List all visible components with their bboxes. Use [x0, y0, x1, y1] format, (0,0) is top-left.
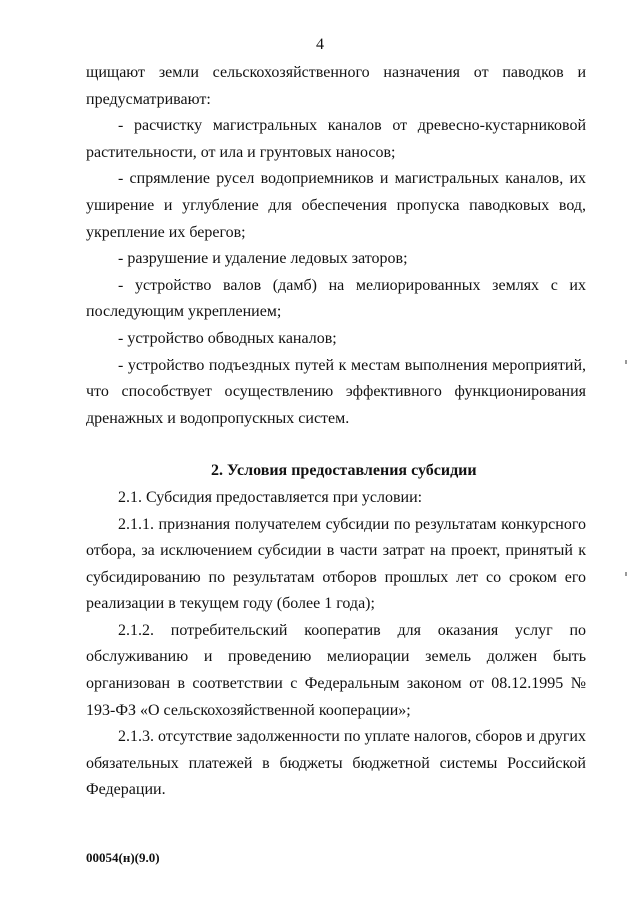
scan-speck — [625, 572, 627, 576]
paragraph-continuation: щищают земли сельскохозяйственного назначения от паводков и предусматривают: — [86, 64, 586, 108]
list-item-access-roads: - устройство подъездных путей к местам выполнения мероприятий, что способствует осуществлению эффективного функционирования дренажных и водопропускных систем. — [86, 356, 586, 427]
scan-speck — [625, 360, 627, 364]
section-spacer — [86, 432, 586, 458]
clause-2-1-1: 2.1.1. признания получателем субсидии по результатам конкурсного отбора, за исключением субсидии в части затрат на проект, принятый к субсидированию по результатам отборов прошлых лет со сроком его реализации в текущем году (более 1 года); — [86, 515, 586, 613]
list-item-channel-straightening: - спрямление русел водоприемников и магистральных каналов, их уширение и углубление для обеспечения пропуска паводковых вод, укрепление их берегов; — [86, 170, 586, 241]
clause-2-1-2: 2.1.2. потребительский кооператив для оказания услуг по обслуживанию и проведению мелиорации земель должен быть организован в соответствии с Федеральным законом от 08.12.1995 № 193-ФЗ «О сельскохозяйственной кооперации»; — [86, 621, 586, 719]
clause-2-1-3: 2.1.3. отсутствие задолженности по уплате налогов, сборов и других обязательных платежей в бюджеты бюджетной системы Российской Федерации. — [86, 728, 586, 799]
document-code: 00054(н)(9.0) — [86, 850, 160, 865]
document-body — [86, 60, 586, 804]
list-item-ice-jams: - разрушение и удаление ледовых заторов; — [118, 250, 408, 268]
list-item-bypass-canals: - устройство обводных каналов; — [118, 329, 337, 347]
page-number: 4 — [316, 36, 324, 53]
clause-2-1: 2.1. Субсидия предоставляется при условии: — [118, 488, 423, 506]
section-heading: 2. Условия предоставления субсидии — [211, 462, 477, 480]
list-item-dams: - устройство валов (дамб) на мелиорированных землях с их последующим укреплением; — [86, 276, 586, 321]
list-item-canal-clearing: - расчистку магистральных каналов от древесно-кустарниковой растительности, от ила и грунтовых наносов; — [86, 117, 586, 161]
